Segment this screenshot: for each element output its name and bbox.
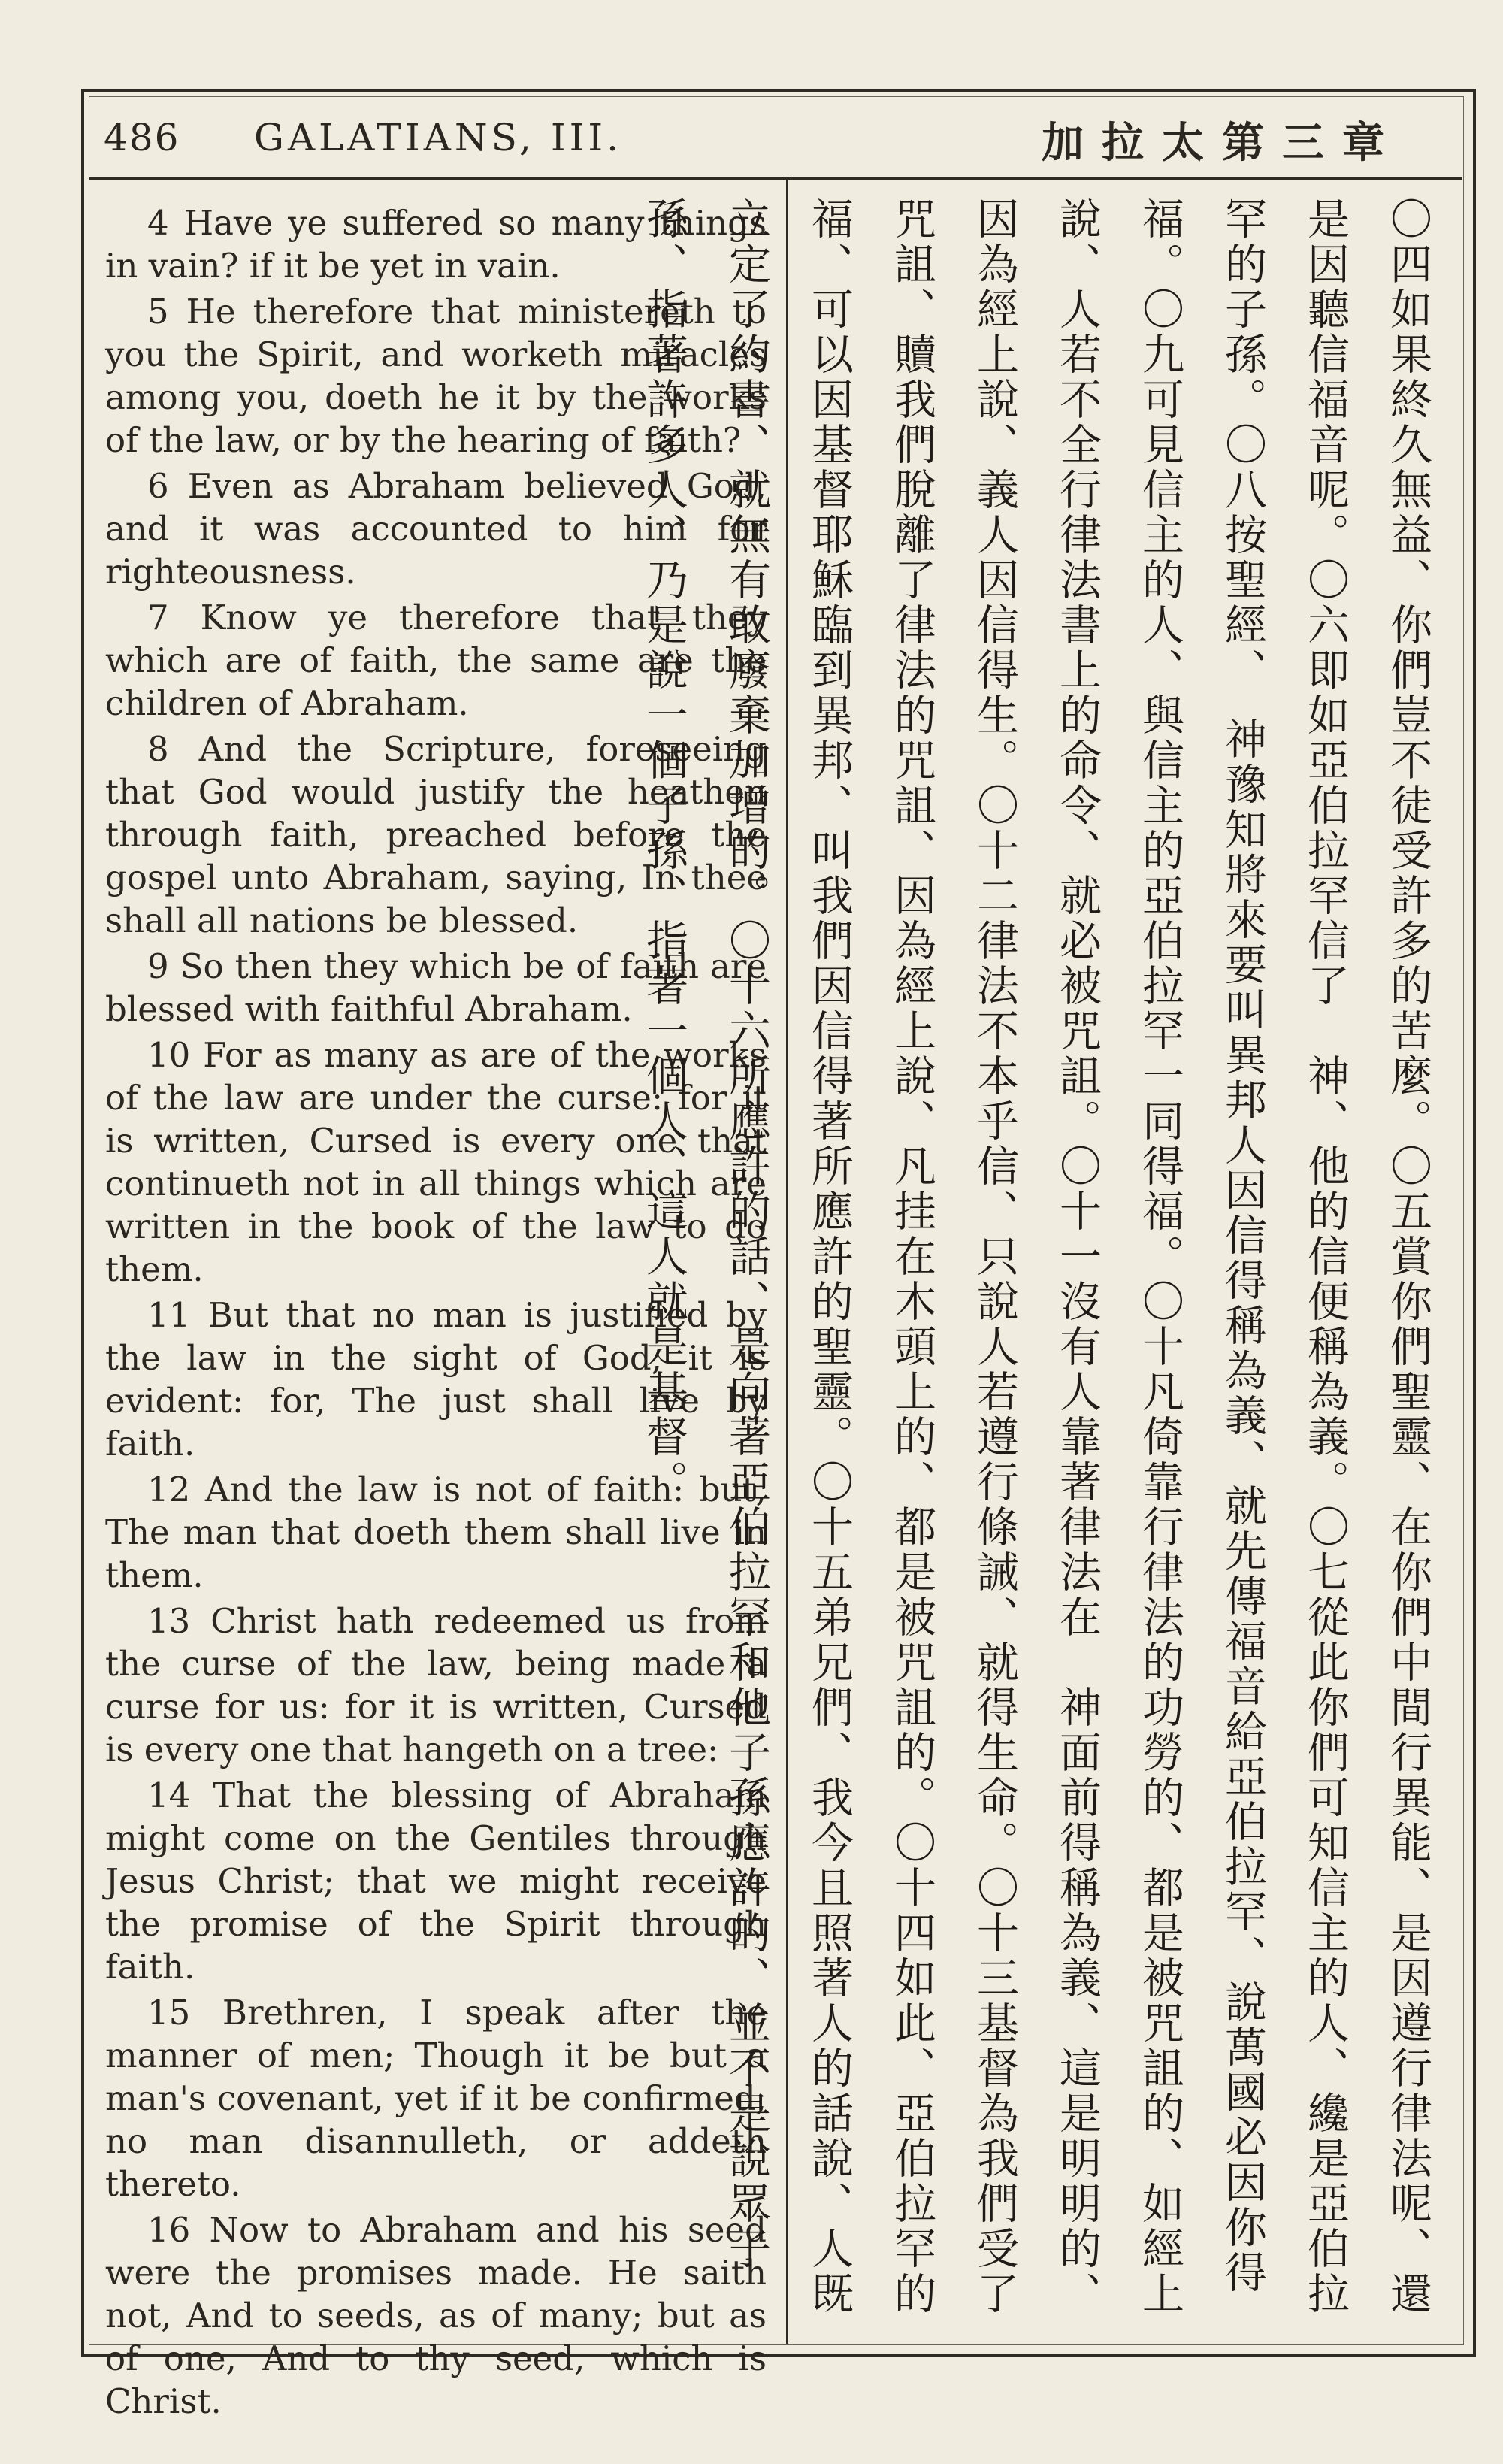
verse-8: 8 And the Scripture, foreseeing that God would justify the heathen through faith, preached before the gospel unto Abraham, saying, In thee shall all nations be blessed. (105, 729, 767, 940)
verse-4: 4 Have ye suffered so many things in vain? if it be yet in vain. (105, 203, 767, 286)
verse-7: 7 Know ye therefore that they which are of faith, the same are the children of Abraham. (105, 598, 767, 723)
verse-16: 16 Now to Abraham and his seed were the promises made. He saith not, And to seeds, as of many; but as of one, And to thy seed, which is Christ. (105, 2210, 767, 2421)
verse-14: 14 That the blessing of Abraham might come on the Gentiles through Jesus Christ; that we might receive the promise of the Spirit through faith. (105, 1775, 767, 1987)
verse-12: 12 And the law is not of faith: but, The man that doeth them shall live in them. (105, 1470, 767, 1595)
verse-11: 11 But that no man is justified by the law in the sight of God, it is evident: for, The just shall live by faith. (105, 1295, 767, 1464)
verse-15: 15 Brethren, I speak after the manner of men; Though it be but a man's covenant, yet if it be confirmed, no man disannulleth, or addeth thereto. (105, 1993, 767, 2204)
page-header (89, 96, 1462, 180)
verse-9: 9 So then they which be of faith are blessed with faithful Abraham. (105, 946, 767, 1029)
verse-13: 13 Christ hath redeemed us from the curse of the law, being made a curse for us: for it is written, Cursed is every one that hangeth on a tree: (105, 1601, 767, 1769)
chinese-chapter-title: 加拉太第三章 (1042, 119, 1402, 168)
page-number: 486 (104, 116, 180, 159)
verse-5: 5 He therefore that ministereth to you the Spirit, and worketh miracles among you, doeth he it by the works of the law, or by the hearing of faith? (105, 292, 767, 460)
chinese-column (640, 197, 1449, 2332)
verse-10: 10 For as many as are of the works of the law are under the curse: for it is written, Cursed is every one that continueth not in all things which are written in the book of the law to do them. (105, 1035, 767, 1289)
verse-6: 6 Even as Abraham believed God, and it was accounted to him for righteousness. (105, 466, 767, 592)
running-head: GALATIANS, III. (254, 116, 622, 159)
chinese-text: 〇四如果終久無益、你們豈不徒受許多的苦麼。〇五賞你們聖靈、在你們中間行異能、是因遵行律法呢、還是因聽信福音呢。〇六即如亞伯拉罕信了 神、他的信便稱為義。〇七從此你們可知信主的人、纔是亞伯拉罕的子孫。〇八按聖經、 神豫知將來要叫異邦人因信得稱為義、就先傳福音給亞伯拉罕、說萬國必因你得福。〇九可見信主的人、與信主的亞伯拉罕一同得福。〇十凡倚靠行律法的功勞的、都是被咒詛的、如經上說、人若不全行律法書上的命令、就必被咒詛。〇十一沒有人靠著律法在 神面前得稱為義、這是明明的、因為經上說、義人因信得生。〇十二律法不本乎信、只說人若遵行條誡、就得生命。〇十三基督為我們受了咒詛、贖我們脫離了律法的咒詛、因為經上說、凡挂在木頭上的、都是被咒詛的。〇十四如此、亞伯拉罕的福、可以因基督耶穌臨到異邦、叫我們因信得著所應許的聖靈。〇十五弟兄們、我今且照著人的話說、人既立定了約書、就無有敢廢棄加增的。〇十六所應許的話、是向著亞伯拉罕和他子孫應許的、並不是說眾子孫、指著許多人、乃是說一個子孫、指著一個人、這人就是基督。 (640, 197, 1432, 2317)
